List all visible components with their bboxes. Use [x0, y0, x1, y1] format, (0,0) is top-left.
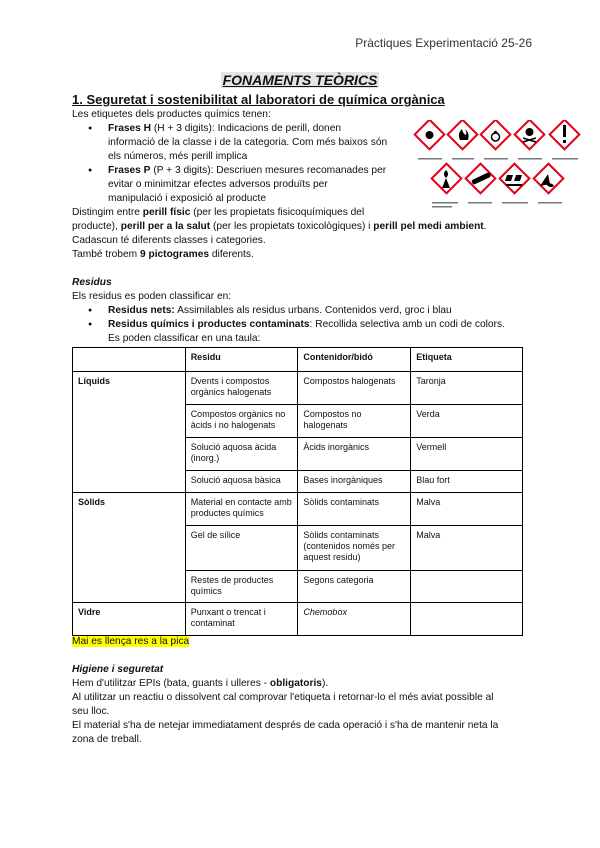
hazards-line-3: Cadascun té diferents classes i categories.	[72, 235, 266, 246]
table-cell: Taronja	[411, 372, 523, 405]
table-cell	[411, 571, 523, 603]
residus-table-intro: Es poden classificar en una taula:	[108, 333, 261, 344]
table-cell	[411, 603, 523, 636]
table-header	[73, 348, 186, 372]
table-cell: Gel de sílice	[185, 526, 298, 571]
highlight-note: Mai es llença res a la pica	[72, 636, 190, 647]
table-cell: Verda	[411, 405, 523, 438]
waste-table	[72, 347, 523, 636]
table-cell: Àcids inorgànics	[298, 438, 411, 471]
residus-heading: Residus	[72, 277, 112, 288]
table-row	[73, 603, 523, 636]
table-cell: Chemobox	[298, 603, 411, 636]
bullet-frases-h: ● Frases H (H + 3 digits): Indicacions de perill, donen informació de la classe i de la categoria. Com més baixos són els números, més perill implica	[108, 122, 402, 164]
table-cell: Blau fort	[411, 471, 523, 493]
table-header: Residu	[185, 348, 298, 372]
table-cell: Sòlids contaminats (contenidos només per aquest residu)	[298, 526, 411, 571]
labels-intro: Les etiquetes dels productes químics tenen:	[72, 109, 271, 120]
table-cell: Compostos halogenats	[298, 372, 411, 405]
table-cell: Segons categoria	[298, 571, 411, 603]
table-cell: Dvents i compostos orgànics halogenats	[185, 372, 298, 405]
table-cell: Restes de productes químics	[185, 571, 298, 603]
table-header: Contenidor/bidó	[298, 348, 411, 372]
ghs-health-hazard-icon	[432, 164, 462, 194]
table-cell: Vermell	[411, 438, 523, 471]
table-cell: Solució aquosa bàsica	[185, 471, 298, 493]
table-cell: Material en contacte amb productes químics	[185, 493, 298, 526]
table-row	[73, 372, 523, 405]
table-cell: Bases inorgàniques	[298, 471, 411, 493]
table-group-cell: Sòlids	[73, 493, 186, 603]
ghs-pictograms	[412, 120, 590, 216]
table-cell: Solució aquosa àcida (inorg.)	[185, 438, 298, 471]
hazards-line-1: Distingim entre perill físic (per les propietats fisicoquímiques del	[72, 207, 365, 218]
table-cell: Sòlids contaminats	[298, 493, 411, 526]
table-cell: Compostos orgànics no àcids i no halogenats	[185, 405, 298, 438]
table-header-row	[73, 348, 523, 372]
section-heading: 1. Seguretat i sostenibilitat al laboratori de química orgànica	[72, 92, 445, 107]
table-cell: Punxant o trencat i contaminat	[185, 603, 298, 636]
table-row	[73, 493, 523, 526]
table-group-cell: Vidre	[73, 603, 186, 636]
residus-intro: Els residus es poden classificar en:	[72, 291, 232, 302]
higiene-line-1: Hem d'utilitzar EPIs (bata, guants i ulleres - obligatoris).	[72, 678, 329, 689]
bullet-residus-nets: ● Residus nets: Assimilables als residus urbans. Contenidos verd, groc i blau	[108, 304, 452, 318]
higiene-line-2: Al utilitzar un reactiu o dissolvent cal comprovar l'etiqueta i retornar-lo el més aviat possible al	[72, 692, 494, 703]
higiene-heading: Higiene i seguretat	[72, 664, 164, 675]
table-header: Etiqueta	[411, 348, 523, 372]
table-cell: Compostos no halogenats	[298, 405, 411, 438]
hazards-line-4: També trobem 9 pictogrames diferents.	[72, 249, 254, 260]
table-group-cell: Líquids	[73, 372, 186, 493]
table-cell: Malva	[411, 493, 523, 526]
hazards-line-2: producte), perill per a la salut (per les propietats toxicològiques) i perill pel medi ambient.	[72, 221, 487, 232]
ghs-corrosion-icon	[500, 164, 530, 194]
higiene-line-4: El material s'ha de netejar immediatament després de cada operació i s'ha de mantenir neta la	[72, 720, 499, 731]
page-header: Pràctiques Experimentació 25-26	[355, 36, 532, 50]
bullet-residus-quimics: ● Residus químics i productes contaminats: Recollida selectiva amb un codi de colors.	[108, 318, 505, 332]
higiene-line-5: zona de treball.	[72, 734, 142, 745]
page-title: FONAMENTS TEÒRICS	[222, 72, 378, 88]
bullet-frases-p: ● Frases P (P + 3 digits): Descriuen mesures recomanades per evitar o minimitzar efectes adversos produïts per manipulació i exposició al producte	[108, 164, 402, 206]
ghs-oxidiser-icon	[481, 120, 511, 149]
higiene-line-3: seu lloc.	[72, 706, 110, 717]
table-cell: Malva	[411, 526, 523, 571]
